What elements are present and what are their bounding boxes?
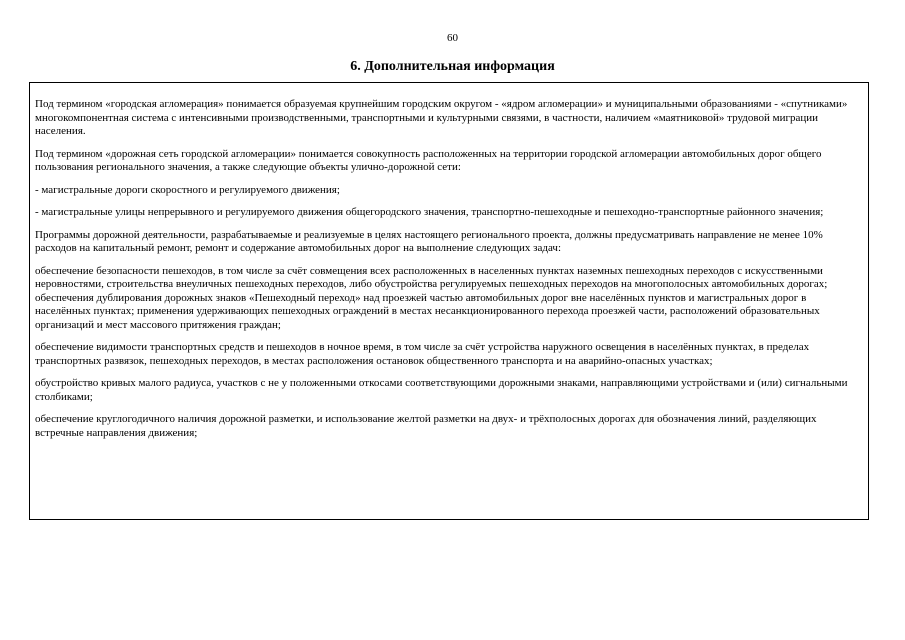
paragraph-programs-requirement: Программы дорожной деятельности, разрабатываемые и реализуемые в целях настоящего регионального проекта, должны предусматривать направление не менее 10% расходов на капитальный ремонт, ремонт и содержание автомобильных дорог на выполнение следующих задач: <box>35 228 823 254</box>
task-pedestrian-safety: обеспечение безопасности пешеходов, в том числе за счёт совмещения всех расположенных в населенных пунктах наземных пешеходных переходов с искусственными неровностями, строительства внеуличных пешеходных переходов, либо обустройства регулируемых пешеходных переходов на многополосных автомобильных дорогах; обеспечения дублирования дорожных знаков «Пешеходный переход» над проезжей частью автомобильных дорог вне населённых пунктов и магистральных дорог в населённых пунктах; применения удерживающих пешеходных ограждений в местах несанкционированного перехода проезжей части, расположений образовательных организаций и мест массового притяжения граждан; <box>35 264 828 331</box>
page-number: 60 <box>447 32 458 44</box>
paragraph-agglomeration-definition: Под термином «городская агломерация» понимается образуемая крупнейшим городским округом - «ядром агломерации» и муниципальными образованиями - «спутниками» многокомпонентная система с интенсивными производственными, транспортными и культурными связями, в частности, наличием «маятниковой» трудовой миграции населения. <box>35 98 848 137</box>
list-item-highways: - магистральные дороги скоростного и регулируемого движения; <box>35 183 340 196</box>
task-road-marking: обеспечение круглогодичного наличия дорожной разметки, и использование желтой разметки на двух- и трёхполосных дорогах для обозначения линий, разделяющих встречные направления движения; <box>35 413 817 439</box>
additional-info-box <box>29 82 869 520</box>
section-title: 6. Дополнительная информация <box>350 59 555 74</box>
paragraph-road-network-definition: Под термином «дорожная сеть городской агломерации» понимается совокупность расположенных на территории городской агломерации автомобильных дорог общего пользования регионального значения, а также следующие объекты улично-дорожной сети: <box>35 147 822 173</box>
task-curve-arrangement: обустройство кривых малого радиуса, участков с не у положенными откосами соответствующими дорожными знаками, направляющими устройствами и (или) сигнальными столбиками; <box>35 377 848 403</box>
list-item-main-streets: - магистральные улицы непрерывного и регулируемого движения общегородского значения, транспортно-пешеходные и пешеходно-транспортные районного значения; <box>35 206 824 218</box>
task-night-visibility: обеспечение видимости транспортных средств и пешеходов в ночное время, в том числе за счёт устройства наружного освещения в населённых пунктах, в пределах транспортных развязок, пешеходных переходов, в местах расположения остановок общественного транспорта и на аварийно-опасных участках; <box>35 341 810 367</box>
